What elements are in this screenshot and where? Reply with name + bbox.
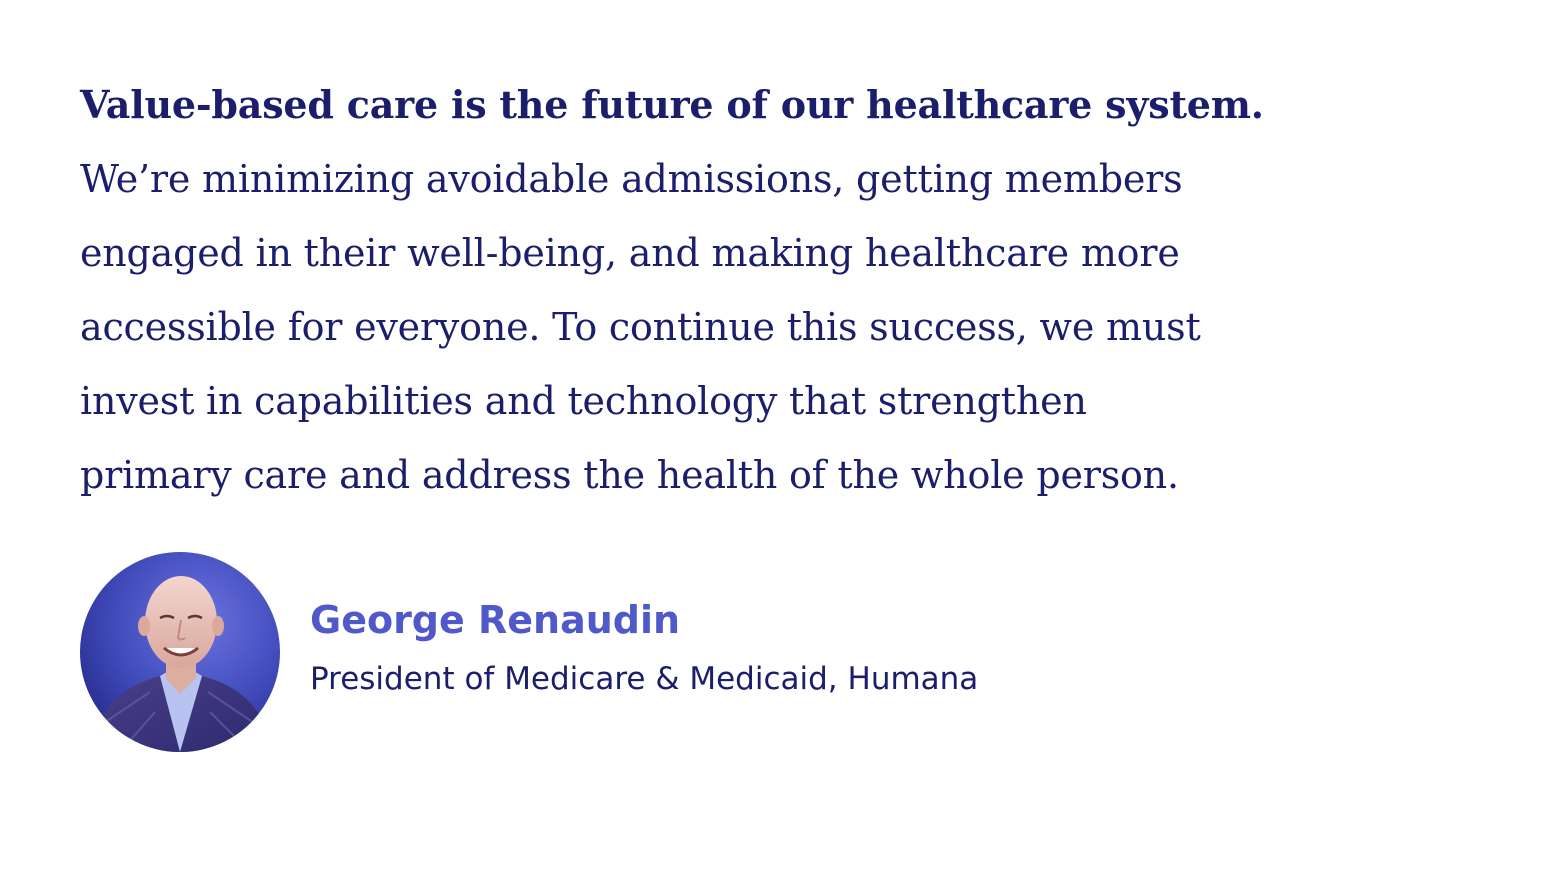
person-info [310,598,978,698]
quote-line: We’re minimizing avoidable admissions, getting members [80,157,1183,201]
avatar [80,552,280,752]
quote-text [80,68,1380,512]
quote-line: engaged in their well-being, and making healthcare more [80,231,1180,275]
quote-line: accessible for everyone. To continue this success, we must [80,305,1201,349]
avatar-portrait [80,552,280,752]
attribution [80,552,978,752]
person-title: President of Medicare & Medicaid, Humana [310,661,979,697]
quote-lead: Value-based care is the future of our healthcare system. [80,82,1264,127]
person-name: George Renaudin [310,598,681,642]
quote-line: invest in capabilities and technology that strengthen [80,379,1087,423]
quote-line: primary care and address the health of the whole person. [80,453,1179,497]
quote-card [80,68,1380,512]
